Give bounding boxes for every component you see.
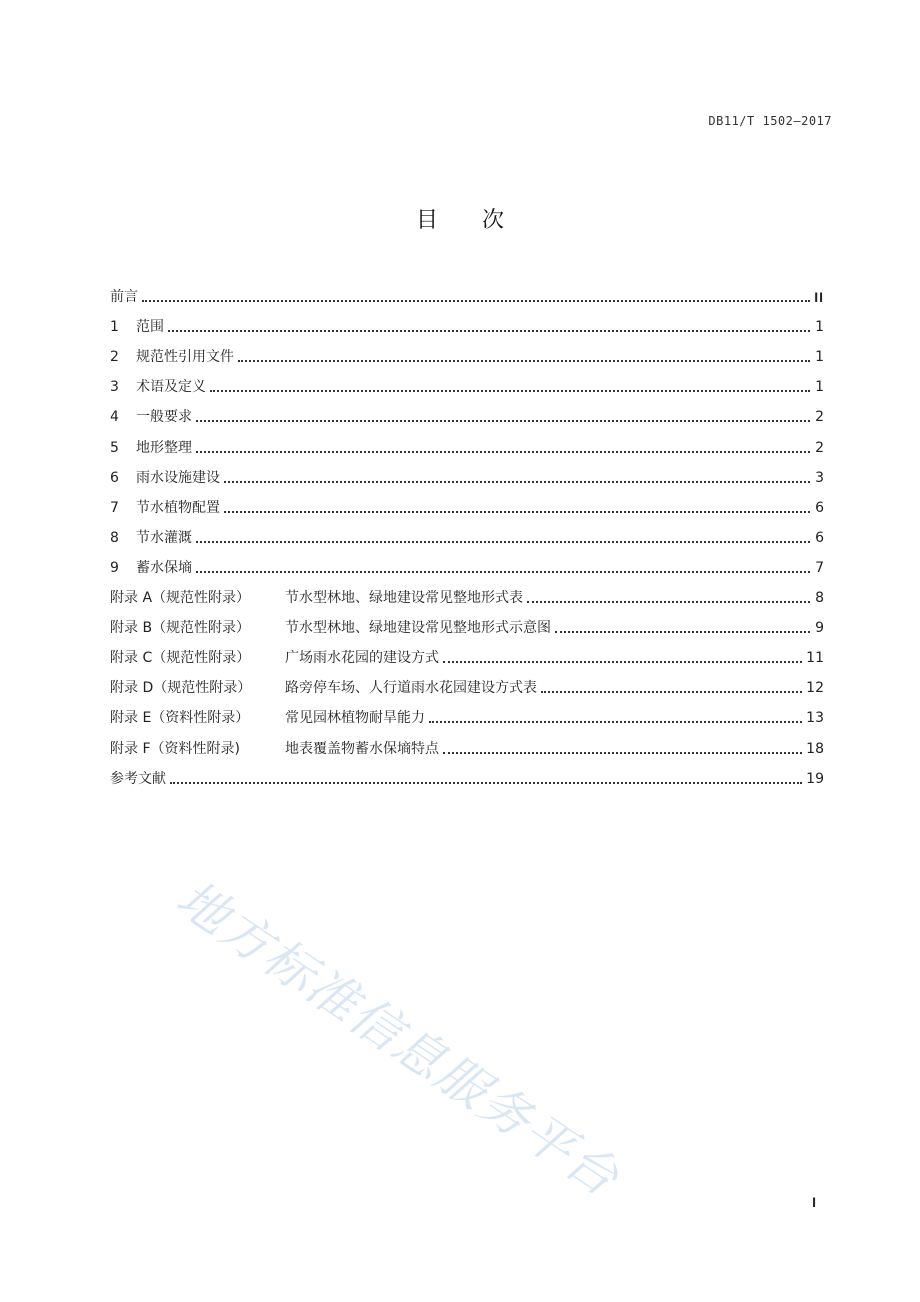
toc-appendix-prefix: 附录 B（规范性附录）	[110, 620, 251, 637]
toc-entry-page: 1	[815, 319, 824, 336]
toc-entry-number: 4	[110, 409, 119, 426]
toc-appendix-prefix: 附录 D（规范性附录）	[110, 680, 252, 697]
toc-entry-page: 1	[815, 349, 824, 366]
toc-entry-number: 3	[110, 379, 119, 396]
toc-leader-dots	[210, 390, 810, 392]
title-char-2: 次	[482, 208, 505, 233]
toc-entry-label: 节水型林地、绿地建设常见整地形式示意图	[285, 620, 551, 637]
toc-entry[interactable]	[110, 487, 824, 517]
toc-entry-label: 节水灌溉	[136, 529, 192, 546]
toc-entry[interactable]	[110, 426, 824, 456]
toc-entry-label: 雨水设施建设	[136, 469, 220, 486]
toc-appendix-entry[interactable]	[110, 577, 824, 607]
toc-entry-label: 节水植物配置	[136, 499, 220, 516]
toc-entry-label: 术语及定义	[136, 379, 206, 396]
toc-appendix-entry[interactable]	[110, 667, 824, 697]
toc-entry-page: 6	[815, 499, 824, 516]
toc-leader-dots	[527, 601, 810, 603]
toc-leader-dots	[541, 691, 802, 693]
toc-appendix-entry[interactable]	[110, 607, 824, 637]
standard-code: DB11/T 1502—2017	[708, 114, 832, 128]
toc-entry-number: 7	[110, 499, 119, 516]
toc-entry-label: 范围	[136, 319, 164, 336]
toc-entry-label: 路旁停车场、人行道雨水花园建设方式表	[285, 680, 537, 697]
toc-entry-page: 6	[815, 529, 824, 546]
toc-leader-dots	[168, 330, 810, 332]
table-of-contents	[110, 276, 824, 788]
toc-entry-page: 7	[815, 559, 824, 576]
toc-leader-dots	[196, 541, 810, 543]
toc-leader-dots	[170, 782, 802, 784]
toc-entry[interactable]	[110, 396, 824, 426]
toc-entry[interactable]	[110, 547, 824, 577]
toc-appendix-prefix: 附录 C（规范性附录）	[110, 650, 251, 667]
toc-entry-page: 8	[815, 590, 824, 607]
toc-entry-number: 6	[110, 469, 119, 486]
toc-entry-references[interactable]	[110, 758, 824, 788]
toc-appendix-entry[interactable]	[110, 727, 824, 757]
toc-entry-page: 2	[815, 439, 824, 456]
toc-entry-label: 常见园林植物耐旱能力	[285, 710, 425, 727]
toc-entry-page: 2	[815, 409, 824, 426]
toc-entry[interactable]	[110, 517, 824, 547]
toc-entry-foreword[interactable]	[110, 276, 824, 306]
toc-appendix-prefix: 附录 A（规范性附录）	[110, 590, 251, 607]
toc-entry-label: 地形整理	[136, 439, 192, 456]
toc-entry-label: 规范性引用文件	[136, 349, 234, 366]
toc-entry-page: 12	[806, 680, 824, 697]
toc-leader-dots	[238, 360, 810, 362]
toc-leader-dots	[224, 511, 810, 513]
toc-leader-dots	[196, 571, 810, 573]
toc-entry-number: 5	[110, 439, 119, 456]
toc-entry-page: 11	[806, 650, 824, 667]
toc-appendix-prefix: 附录 F（资料性附录)	[110, 740, 240, 757]
toc-leader-dots	[555, 631, 810, 633]
toc-entry-label: 广场雨水花园的建设方式	[285, 650, 439, 667]
toc-leader-dots	[142, 300, 810, 302]
toc-entry-label: 地表覆盖物蓄水保墒特点	[285, 740, 439, 757]
toc-entry-page: 19	[806, 770, 824, 787]
toc-entry-number: 9	[110, 559, 119, 576]
toc-entry-label: 前言	[110, 289, 138, 306]
title-char-1: 目	[415, 208, 438, 233]
toc-leader-dots	[196, 451, 810, 453]
toc-entry-page: 9	[815, 620, 824, 637]
toc-appendix-entry[interactable]	[110, 697, 824, 727]
toc-leader-dots	[443, 752, 802, 754]
page-title	[0, 203, 920, 234]
toc-entry-page: II	[814, 289, 824, 306]
toc-entry-number: 1	[110, 319, 119, 336]
toc-entry-label: 参考文献	[110, 770, 166, 787]
toc-entry-page: 1	[815, 379, 824, 396]
toc-entry-number: 8	[110, 529, 119, 546]
toc-entry-page: 3	[815, 469, 824, 486]
toc-entry-number: 2	[110, 349, 119, 366]
toc-entry[interactable]	[110, 306, 824, 336]
page-number: I	[812, 1194, 816, 1210]
toc-entry-page: 18	[806, 740, 824, 757]
toc-appendix-entry[interactable]	[110, 637, 824, 667]
toc-leader-dots	[196, 420, 810, 422]
toc-appendix-prefix: 附录 E（资料性附录）	[110, 710, 250, 727]
toc-leader-dots	[224, 481, 810, 483]
toc-entry-page: 13	[806, 710, 824, 727]
toc-entry-label: 节水型林地、绿地建设常见整地形式表	[285, 590, 523, 607]
toc-leader-dots	[443, 661, 802, 663]
toc-entry-label: 一般要求	[136, 409, 192, 426]
toc-entry-label: 蓄水保墒	[136, 559, 192, 576]
toc-entry[interactable]	[110, 336, 824, 366]
watermark-text: 地方标准信息服务平台	[166, 869, 630, 1208]
toc-entry[interactable]	[110, 457, 824, 487]
toc-entry[interactable]	[110, 366, 824, 396]
toc-leader-dots	[429, 721, 802, 723]
